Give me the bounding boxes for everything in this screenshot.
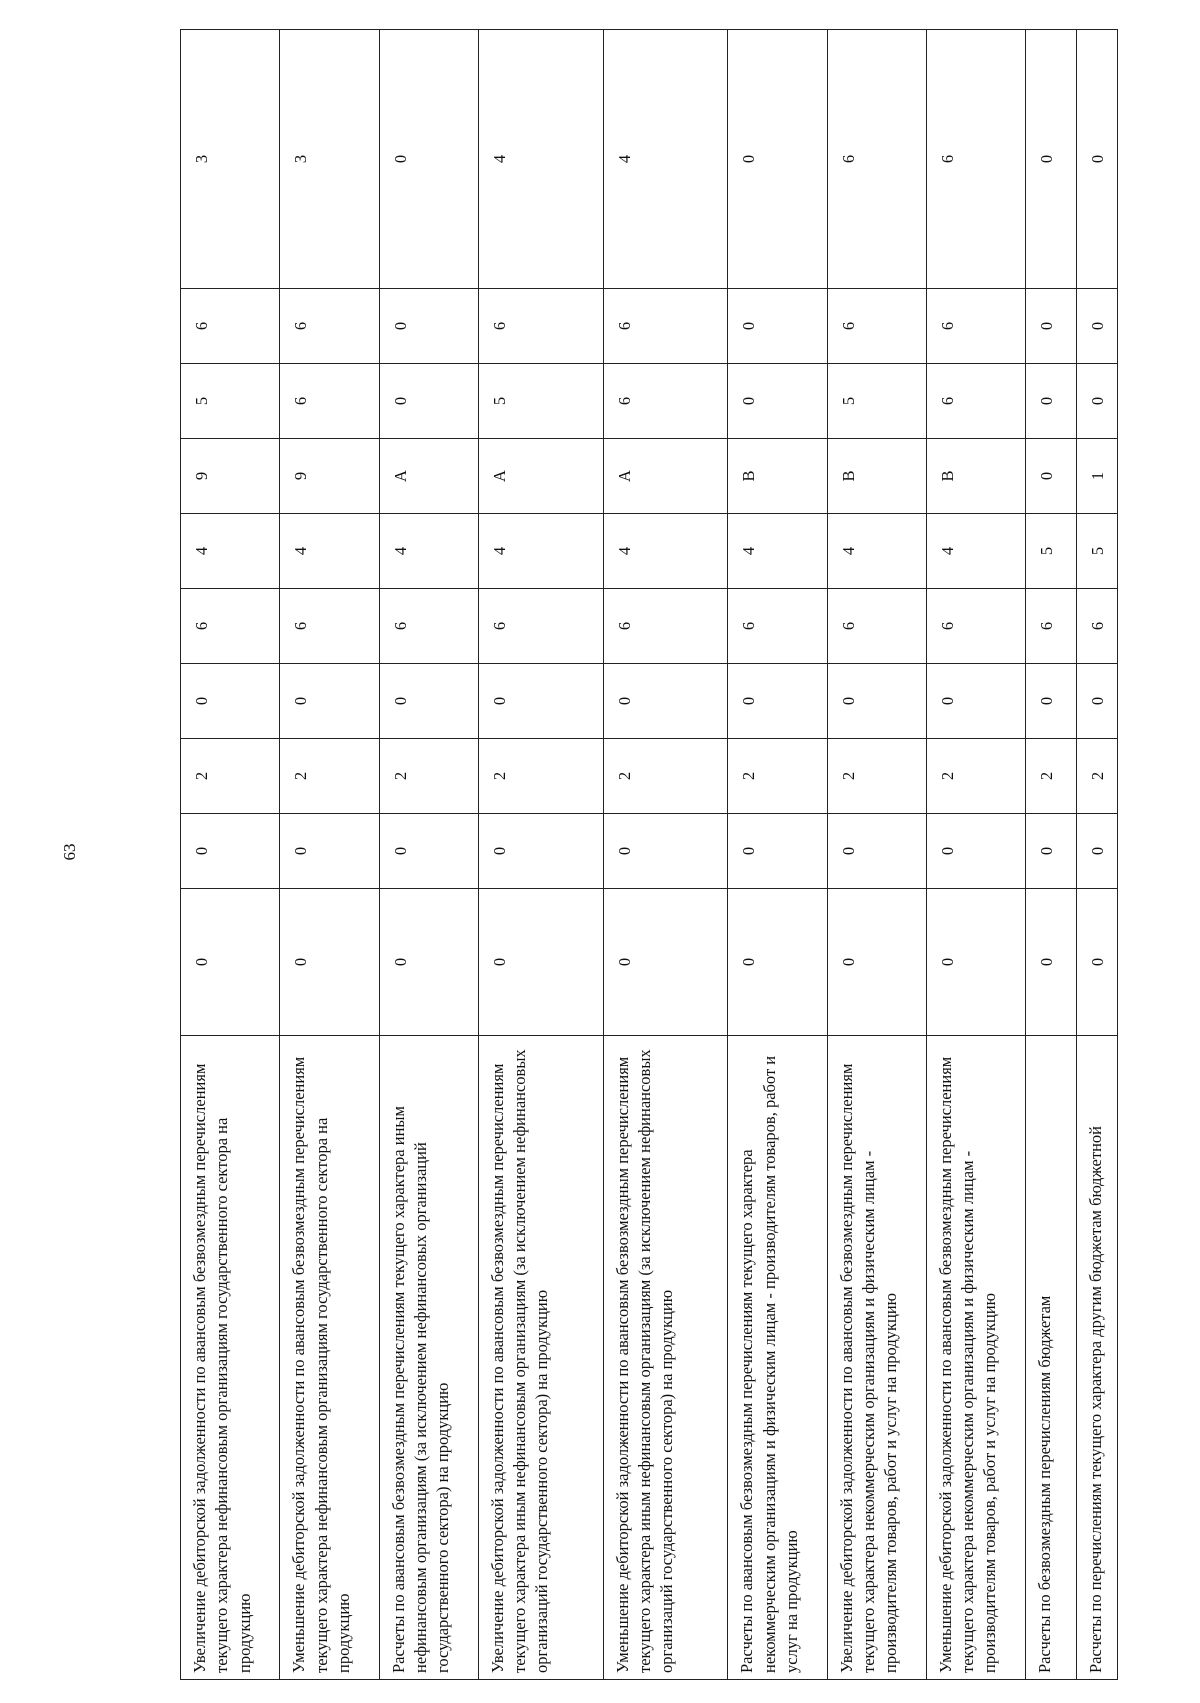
code-digit-cell: 0 [1076, 889, 1117, 1036]
code-digit-cell: 0 [728, 364, 827, 439]
code-digit-cell: 0 [1026, 439, 1077, 514]
code-digit-cell: 6 [603, 364, 728, 439]
code-digit-cell: 6 [280, 289, 379, 364]
code-digit-cell: 0 [728, 814, 827, 889]
code-digit-cell: 0 [1076, 814, 1117, 889]
code-digit-cell: 5 [827, 364, 926, 439]
code-digit-cell: 2 [1026, 739, 1077, 814]
code-digit-cell: 6 [181, 589, 280, 664]
row-description: Уменьшение дебиторской задолженности по авансовым безвозмездным перечислениям текущего характера нефинансовым организациям государственного сектора на продукцию [280, 1036, 379, 1680]
code-digit-cell: 5 [1026, 514, 1077, 589]
code-digit-cell: 4 [181, 514, 280, 589]
code-digit-cell: А [603, 439, 728, 514]
code-digit-cell: 0 [1076, 289, 1117, 364]
code-digit-cell: 6 [827, 589, 926, 664]
table-row [478, 30, 603, 1680]
code-digit-cell: 0 [478, 814, 603, 889]
code-digit-cell: 6 [1076, 589, 1117, 664]
code-digit-cell: 0 [603, 889, 728, 1036]
code-digit-cell: А [478, 439, 603, 514]
code-digit-cell: 9 [280, 439, 379, 514]
code-digit-cell: 0 [379, 364, 478, 439]
code-digit-cell: 0 [926, 664, 1025, 739]
table-row [379, 30, 478, 1680]
code-digit-cell: 0 [827, 664, 926, 739]
code-digit-cell: 4 [280, 514, 379, 589]
code-digit-cell: 0 [728, 30, 827, 289]
row-description: Расчеты по авансовым безвозмездным перечислениям текущего характера некоммерческим организациям и физическим лицам - производителям товаров, работ и услуг на продукцию [728, 1036, 827, 1680]
code-digit-cell: 6 [926, 289, 1025, 364]
code-digit-cell: 0 [1076, 30, 1117, 289]
code-digit-cell: 3 [280, 30, 379, 289]
code-digit-cell: 6 [603, 289, 728, 364]
code-digit-cell: 0 [181, 814, 280, 889]
code-digit-cell: 0 [1026, 889, 1077, 1036]
code-digit-cell: А [379, 439, 478, 514]
code-digit-cell: 2 [926, 739, 1025, 814]
code-digit-cell: 0 [379, 289, 478, 364]
code-digit-cell: 0 [379, 889, 478, 1036]
code-digit-cell: 0 [181, 664, 280, 739]
code-digit-cell: 0 [1026, 364, 1077, 439]
code-digit-cell: 1 [1076, 439, 1117, 514]
code-digit-cell: 0 [1076, 664, 1117, 739]
code-digit-cell: 0 [181, 889, 280, 1036]
code-digit-cell: 0 [728, 889, 827, 1036]
row-description: Увеличение дебиторской задолженности по авансовым безвозмездным перечислениям текущего характера иным нефинансовым организациям (за исключением нефинансовых организаций государственного сектора) на продукцию [478, 1036, 603, 1680]
code-digit-cell: 6 [926, 589, 1025, 664]
code-digit-cell: 6 [728, 589, 827, 664]
code-digit-cell: 0 [728, 289, 827, 364]
code-digit-cell: 2 [827, 739, 926, 814]
row-description: Увеличение дебиторской задолженности по авансовым безвозмездным перечислениям текущего характера нефинансовым организациям государственного сектора на продукцию [181, 1036, 280, 1680]
code-digit-cell: 6 [379, 589, 478, 664]
code-digit-cell: 4 [478, 514, 603, 589]
table-row [1026, 30, 1077, 1680]
row-description: Уменьшение дебиторской задолженности по авансовым безвозмездным перечислениям текущего характера некоммерческим организациям и физическим лицам - производителям товаров, работ и услуг на продукцию [926, 1036, 1025, 1680]
code-digit-cell: В [728, 439, 827, 514]
code-digit-cell: 6 [827, 30, 926, 289]
code-digit-cell: 0 [728, 664, 827, 739]
code-digit-cell: 6 [603, 589, 728, 664]
code-digit-cell: 4 [603, 30, 728, 289]
code-digit-cell: 0 [478, 889, 603, 1036]
accounts-table [180, 29, 1118, 1680]
code-digit-cell: 3 [181, 30, 280, 289]
row-description: Увеличение дебиторской задолженности по авансовым безвозмездным перечислениям текущего характера некоммерческим организациям и физическим лицам - производителям товаров, работ и услуг на продукцию [827, 1036, 926, 1680]
code-digit-cell: 0 [1026, 814, 1077, 889]
code-digit-cell: 4 [379, 514, 478, 589]
code-digit-cell: 5 [181, 364, 280, 439]
page-number: 63 [60, 843, 79, 861]
code-digit-cell: 4 [728, 514, 827, 589]
table-row [181, 30, 280, 1680]
code-digit-cell: 2 [280, 739, 379, 814]
table-row [728, 30, 827, 1680]
code-digit-cell: 6 [926, 30, 1025, 289]
code-digit-cell: 0 [827, 889, 926, 1036]
code-digit-cell: 0 [603, 814, 728, 889]
code-digit-cell: 2 [379, 739, 478, 814]
code-digit-cell: 2 [603, 739, 728, 814]
code-digit-cell: 5 [1076, 514, 1117, 589]
code-digit-cell: 0 [926, 814, 1025, 889]
table-row [926, 30, 1025, 1680]
code-digit-cell: 0 [379, 814, 478, 889]
code-digit-cell: 6 [181, 289, 280, 364]
code-digit-cell: 0 [280, 664, 379, 739]
code-digit-cell: 4 [478, 30, 603, 289]
code-digit-cell: 4 [603, 514, 728, 589]
code-digit-cell: В [827, 439, 926, 514]
code-digit-cell: 0 [280, 814, 379, 889]
code-digit-cell: 0 [1026, 289, 1077, 364]
code-digit-cell: 6 [827, 289, 926, 364]
code-digit-cell: 0 [827, 814, 926, 889]
row-description: Уменьшение дебиторской задолженности по авансовым безвозмездным перечислениям текущего характера иным нефинансовым организациям (за исключением нефинансовых организаций государственного сектора) на продукцию [603, 1036, 728, 1680]
code-digit-cell: 2 [728, 739, 827, 814]
table-row [280, 30, 379, 1680]
row-description: Расчеты по авансовым безвозмездным перечислениям текущего характера иным нефинансовым организациям (за исключением нефинансовых организаций государственного сектора) на продукцию [379, 1036, 478, 1680]
table-row [827, 30, 926, 1680]
code-digit-cell: 2 [181, 739, 280, 814]
code-digit-cell: 6 [280, 589, 379, 664]
code-digit-cell: 6 [478, 289, 603, 364]
code-digit-cell: 4 [827, 514, 926, 589]
code-digit-cell: 0 [1026, 664, 1077, 739]
code-digit-cell: 9 [181, 439, 280, 514]
code-digit-cell: 0 [926, 889, 1025, 1036]
accounts-table-container [180, 100, 1118, 1680]
code-digit-cell: 0 [379, 30, 478, 289]
code-digit-cell: 4 [926, 514, 1025, 589]
code-digit-cell: 0 [1026, 30, 1077, 289]
code-digit-cell: 0 [603, 664, 728, 739]
row-description: Расчеты по перечислениям текущего характера другим бюджетам бюджетной [1076, 1036, 1117, 1680]
code-digit-cell: 2 [478, 739, 603, 814]
table-row [603, 30, 728, 1680]
code-digit-cell: В [926, 439, 1025, 514]
code-digit-cell: 0 [379, 664, 478, 739]
table-body [181, 30, 1118, 1680]
row-description: Расчеты по безвозмездным перечислениям бюджетам [1026, 1036, 1077, 1680]
code-digit-cell: 6 [478, 589, 603, 664]
code-digit-cell: 0 [280, 889, 379, 1036]
code-digit-cell: 6 [280, 364, 379, 439]
code-digit-cell: 0 [1076, 364, 1117, 439]
table-row [1076, 30, 1117, 1680]
code-digit-cell: 5 [478, 364, 603, 439]
code-digit-cell: 6 [1026, 589, 1077, 664]
code-digit-cell: 0 [478, 664, 603, 739]
code-digit-cell: 6 [926, 364, 1025, 439]
code-digit-cell: 2 [1076, 739, 1117, 814]
